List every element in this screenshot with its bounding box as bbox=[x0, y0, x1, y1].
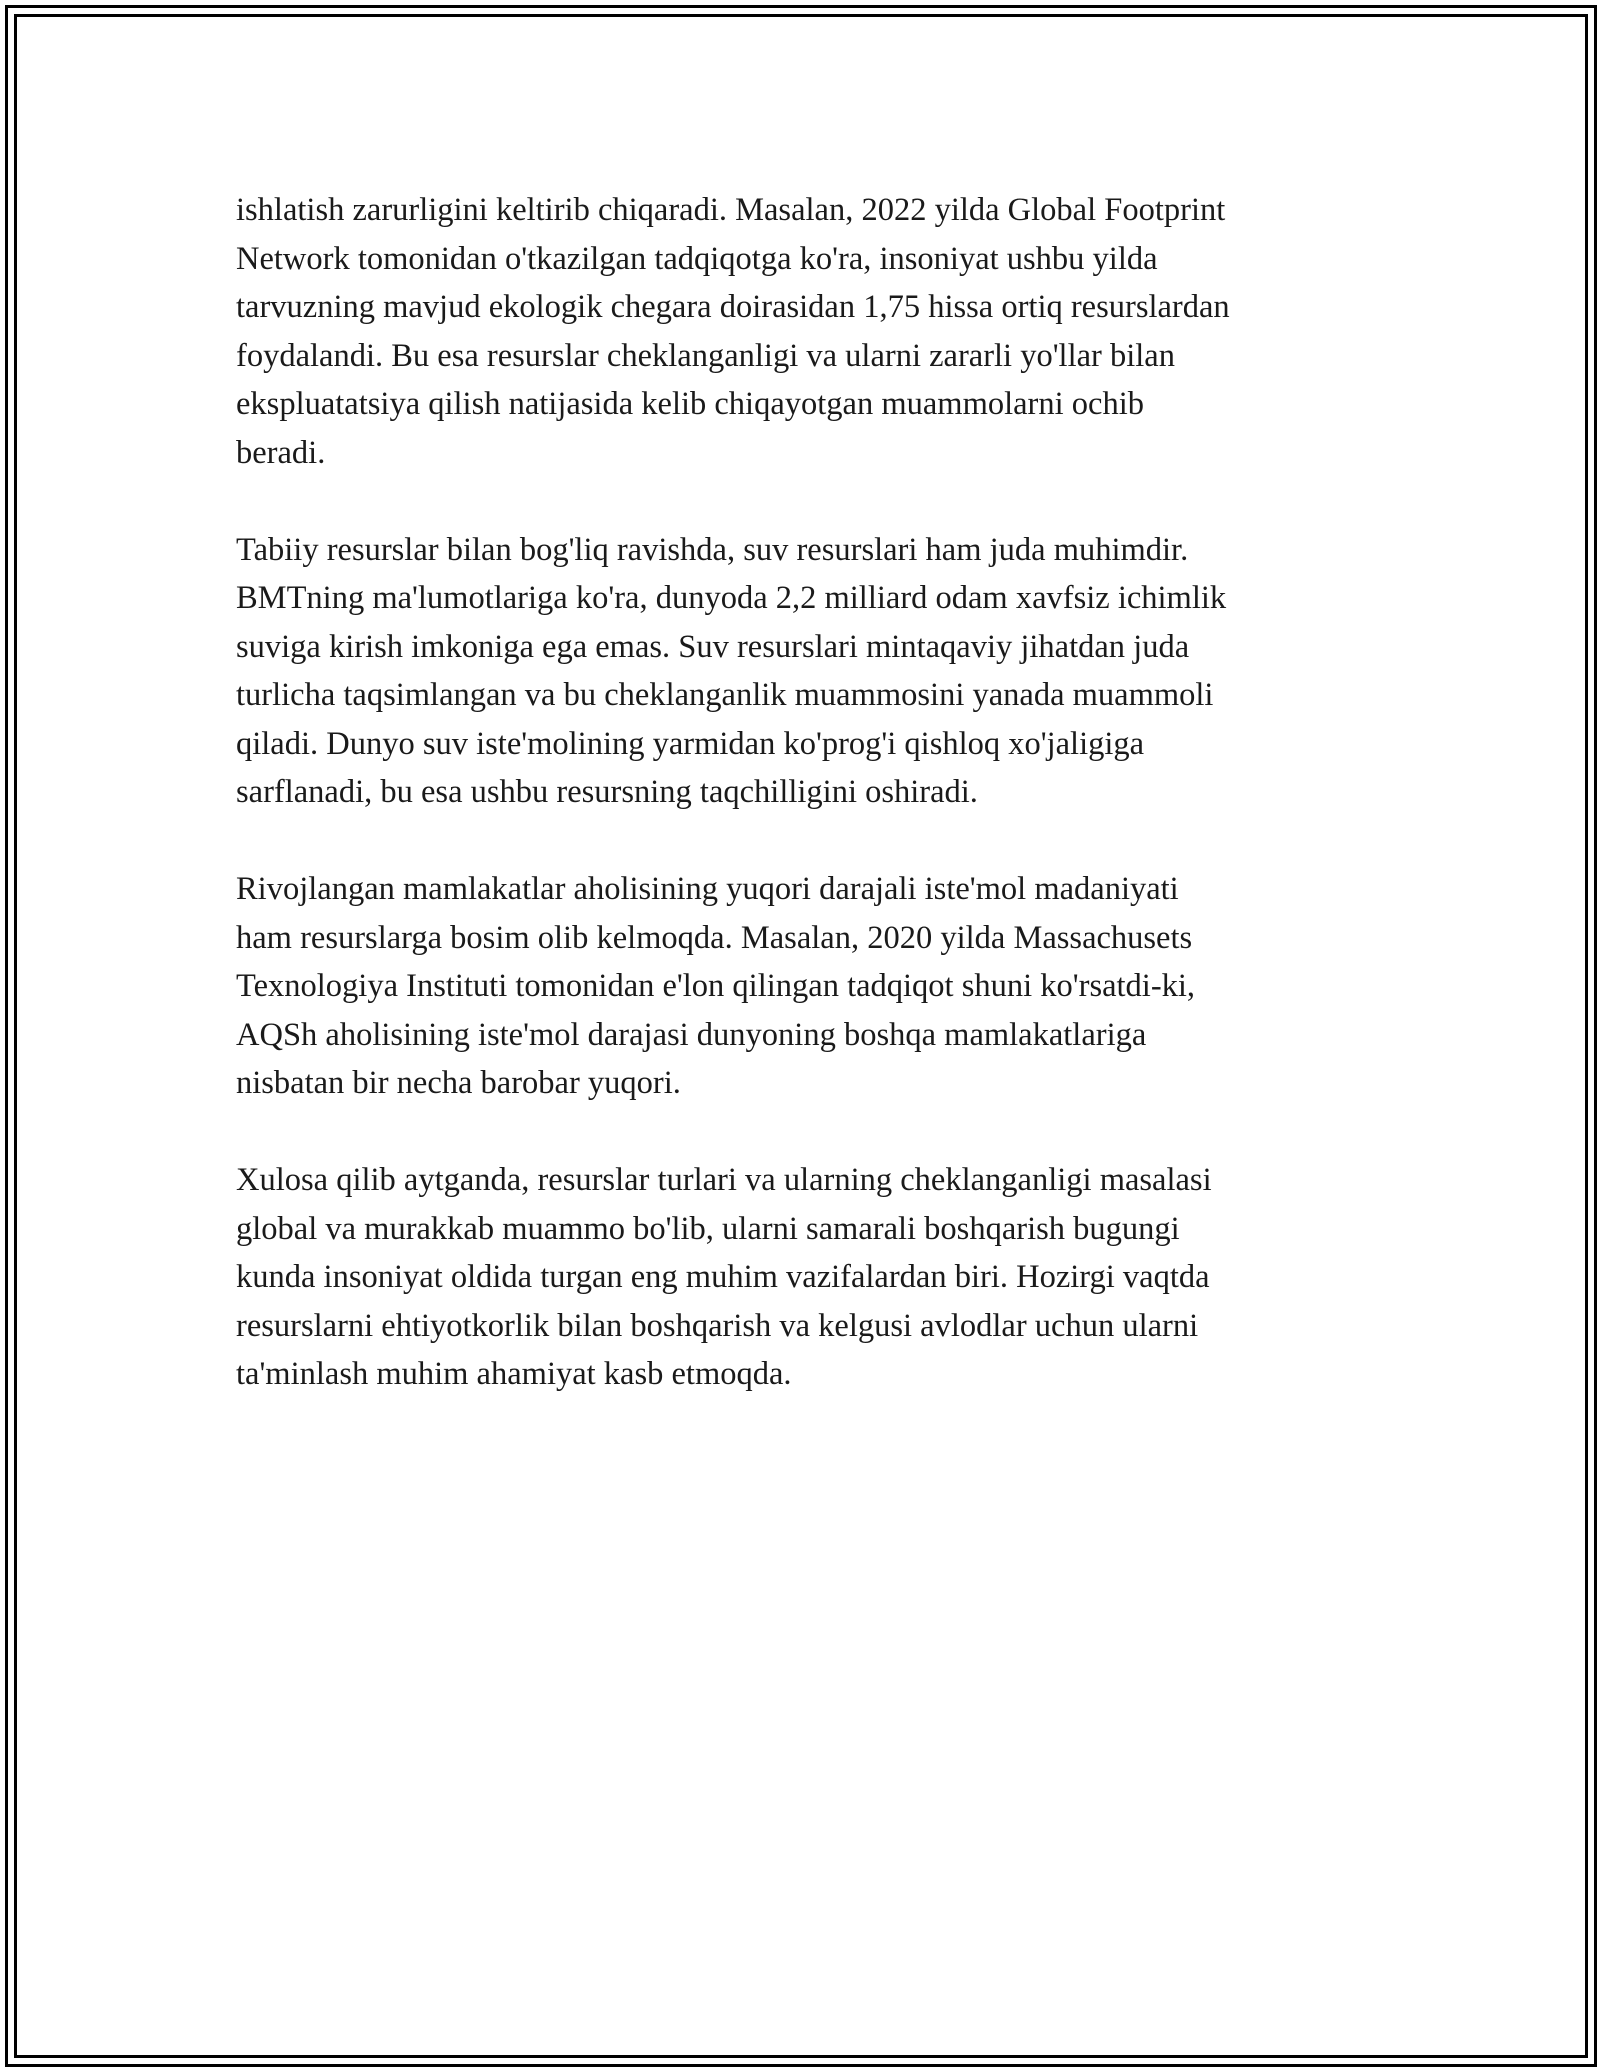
text-line: foydalandi. Bu esa resurslar cheklanganligi va ularni zararli yo'llar bilan bbox=[236, 337, 1175, 374]
text-line: nisbatan bir necha barobar yuqori. bbox=[236, 1065, 681, 1101]
paragraph-1 bbox=[236, 186, 1366, 477]
text-line: suviga kirish imkoniga ega emas. Suv resurslari mintaqaviy jihatdan juda bbox=[236, 628, 1190, 665]
text-line: beradi. bbox=[236, 434, 326, 471]
text-line: Network tomonidan o'tkazilgan tadqiqotga ko'ra, insoniyat ushbu yilda bbox=[236, 240, 1158, 277]
text-line: turlicha taqsimlangan va bu cheklanganlik muammosini yanada muammoli bbox=[236, 677, 1214, 713]
text-line: qiladi. Dunyo suv iste'molining yarmidan ko'prog'i qishloq xo'jaligiga bbox=[236, 725, 1145, 762]
text-line: ekspluatatsiya qilish natijasida kelib chiqayotgan muammolarni ochib bbox=[236, 386, 1144, 422]
paragraph-2 bbox=[236, 526, 1366, 817]
text-line: Texnologiya Instituti tomonidan e'lon qilingan tadqiqot shuni ko'rsatdi-ki, bbox=[236, 968, 1196, 1004]
text-line: Rivojlangan mamlakatlar aholisining yuqori darajali iste'mol madaniyati bbox=[236, 871, 1179, 907]
text-line: resurslarni ehtiyotkorlik bilan boshqarish va kelgusi avlodlar uchun ularni bbox=[236, 1307, 1199, 1344]
paragraph-4 bbox=[236, 1156, 1366, 1399]
text-line: Tabiiy resurslar bilan bog'liq ravishda, suv resurslari ham juda muhimdir. bbox=[236, 531, 1189, 568]
text-line: ishlatish zarurligini keltirib chiqaradi. Masalan, 2022 yilda Global Footprint bbox=[236, 192, 1226, 228]
document-body bbox=[236, 186, 1366, 1447]
text-line: sarflanadi, bu esa ushbu resursning taqchilligini oshiradi. bbox=[236, 774, 978, 810]
text-line: ham resurslarga bosim olib kelmoqda. Masalan, 2020 yilda Massachusets bbox=[236, 919, 1193, 956]
text-line: tarvuzning mavjud ekologik chegara doirasidan 1,75 hissa ortiq resurslardan bbox=[236, 289, 1230, 325]
text-line: global va murakkab muammo bo'lib, ularni samarali boshqarish bugungi bbox=[236, 1210, 1180, 1247]
text-line: AQSh aholisining iste'mol darajasi dunyoning boshqa mamlakatlariga bbox=[236, 1016, 1147, 1053]
text-line: BMTning ma'lumotlariga ko'ra, dunyoda 2,2 milliard odam xavfsiz ichimlik bbox=[236, 580, 1227, 616]
paragraph-3 bbox=[236, 865, 1366, 1108]
text-line: Xulosa qilib aytganda, resurslar turlari va ularning cheklanganligi masalasi bbox=[236, 1162, 1212, 1198]
text-line: ta'minlash muhim ahamiyat kasb etmoqda. bbox=[236, 1356, 792, 1392]
text-line: kunda insoniyat oldida turgan eng muhim vazifalardan biri. Hozirgi vaqtda bbox=[236, 1259, 1210, 1295]
